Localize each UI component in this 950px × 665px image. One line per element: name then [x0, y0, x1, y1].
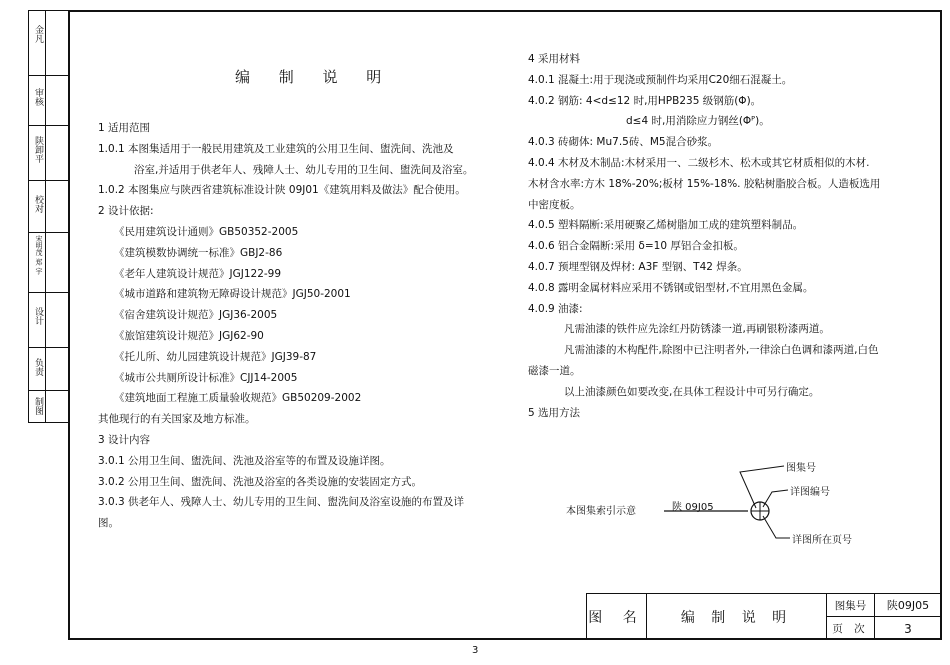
reference-item: 《旅馆建筑设计规范》JGJ62-90 [114, 329, 264, 342]
reference-item: 《城市公共厕所设计标准》CJJ14-2005 [114, 371, 298, 384]
title-block [586, 593, 942, 640]
set-number: 陕09J05 [875, 594, 941, 617]
paragraph: 中密度板。 [528, 198, 581, 211]
index-label: 本图集索引示意 [566, 506, 636, 517]
sign-cell [29, 11, 68, 76]
drawing-name: 编 制 说 明 [647, 594, 827, 640]
signature-strip [28, 10, 68, 423]
label-set-number: 图集号 [786, 463, 816, 474]
section-heading: 5 选用方法 [528, 406, 581, 419]
set-number-label: 图集号 [827, 594, 875, 617]
sign-label: 金凡 [33, 25, 43, 43]
sign-label: 校对 [33, 195, 43, 213]
paragraph: 3.0.2 公用卫生间、盥洗间、洗池及浴室的各类设施的安装固定方式。 [98, 475, 423, 488]
paragraph: 图。 [98, 517, 119, 530]
sign-cell [29, 233, 68, 293]
section-heading: 4 采用材料 [528, 53, 581, 65]
section-heading: 3 设计内容 [98, 433, 151, 446]
label-detail-number: 详图编号 [790, 487, 830, 498]
reference-item: 《民用建筑设计通则》GB50352-2005 [114, 225, 299, 238]
page-value: 3 [904, 621, 912, 636]
index-code: 陕 09J05 [672, 502, 714, 513]
sign-cell [29, 126, 68, 181]
paragraph: 4.0.3 砖砌体: Mu7.5砖、M5混合砂浆。 [528, 136, 719, 149]
paragraph: 磁漆一道。 [528, 364, 581, 377]
paragraph: 4.0.8 露明金属材料应采用不锈钢或铝型材,不宜用黑色金属。 [528, 281, 814, 294]
index-diagram [560, 450, 860, 550]
paragraph: 1.0.2 本图集应与陕西省建筑标准设计陕 09J01《建筑用料及做法》配合使用。 [98, 184, 466, 197]
paragraph: 1.0.1 本图集适用于一般民用建筑及工业建筑的公用卫生间、盥洗间、洗池及 [98, 142, 454, 155]
section-heading: 1 适用范围 [98, 122, 151, 134]
label-page-number: 详图所在页号 [792, 535, 852, 546]
paragraph: 3.0.3 供老年人、残障人士、幼儿专用的卫生间、盥洗间及浴室设施的布置及详 [98, 496, 465, 509]
page-label: 页 次 [827, 617, 875, 640]
paragraph: 凡需油漆的铁件应先涂红丹防锈漆一道,再刷银粉漆两道。 [564, 323, 830, 336]
paragraph: 凡需油漆的木构配件,除图中已注明者外,一律涂白色调和漆两道,白色 [564, 344, 879, 357]
sign-cell [29, 391, 68, 424]
sign-label: 审核 [33, 88, 43, 106]
sign-cell [29, 181, 68, 233]
sign-cell [29, 348, 68, 391]
reference-item: 《宿舍建筑设计规范》JGJ36-2005 [114, 309, 278, 322]
reference-item: 《建筑地面工程施工质量验收规范》GB50209-2002 [114, 392, 362, 405]
paragraph: 4.0.2 钢筋: 4<d≤12 时,用HPB235 级钢筋(Φ)。 [528, 94, 762, 107]
paragraph: 4.0.7 预埋型钢及焊材: A3F 型钢、T42 焊条。 [528, 260, 748, 273]
sign-label: 宋明茂 郑 宇 [35, 235, 43, 275]
sign-label: 负责 [33, 358, 43, 376]
drawing-name-label: 图 名 [587, 594, 647, 640]
paragraph: 木材含水率:方木 18%-20%;板材 15%-18%. 胶粘树脂胶合板。人造板选用 [528, 177, 881, 190]
reference-item: 《托儿所、幼儿园建筑设计规范》JGJ39-87 [114, 350, 317, 363]
sign-cell [29, 293, 68, 348]
paragraph: 4.0.5 塑料隔断:采用硬聚乙烯树脂加工成的建筑塑料制品。 [528, 219, 804, 232]
reference-item: 《老年人建筑设计规范》JGJ122-99 [114, 267, 282, 280]
page-title: 编 制 说 明 [235, 68, 394, 86]
sign-label: 陕卸平 [33, 136, 43, 163]
sign-label: 设计 [33, 307, 43, 325]
paragraph: 其他现行的有关国家及地方标准。 [98, 413, 256, 426]
paragraph: 3.0.1 公用卫生间、盥洗间、洗池及浴室等的布置及设施详图。 [98, 454, 391, 467]
paragraph: d≤4 时,用消除应力钢丝(Φᴾ)。 [626, 115, 770, 128]
page-number: 3 [472, 645, 479, 656]
paragraph: 4.0.9 油漆: [528, 302, 583, 315]
reference-item: 《建筑模数协调统一标准》GBJ2-86 [114, 246, 283, 259]
paragraph: 以上油漆颜色如要改变,在具体工程设计中可另行确定。 [564, 385, 820, 398]
reference-item: 《城市道路和建筑物无障碍设计规范》JGJ50-2001 [114, 288, 351, 301]
paragraph: 浴室,并适用于供老年人、残障人士、幼儿专用的卫生间、盥洗间及浴室。 [134, 163, 474, 176]
right-column [528, 49, 880, 423]
paragraph: 4.0.6 铝合金隔断:采用 δ=10 厚铝合金扣板。 [528, 240, 744, 253]
paragraph: 4.0.1 混凝土:用于现浇或预制件均采用C20细石混凝土。 [528, 73, 793, 86]
paragraph: 4.0.4 木材及木制品:木材采用一、二级杉木、松木或其它材质相似的木材. [528, 156, 870, 169]
section-heading: 2 设计依据: [98, 205, 154, 218]
sign-cell [29, 76, 68, 126]
sign-label: 制图 [33, 397, 43, 415]
left-column [98, 118, 473, 534]
